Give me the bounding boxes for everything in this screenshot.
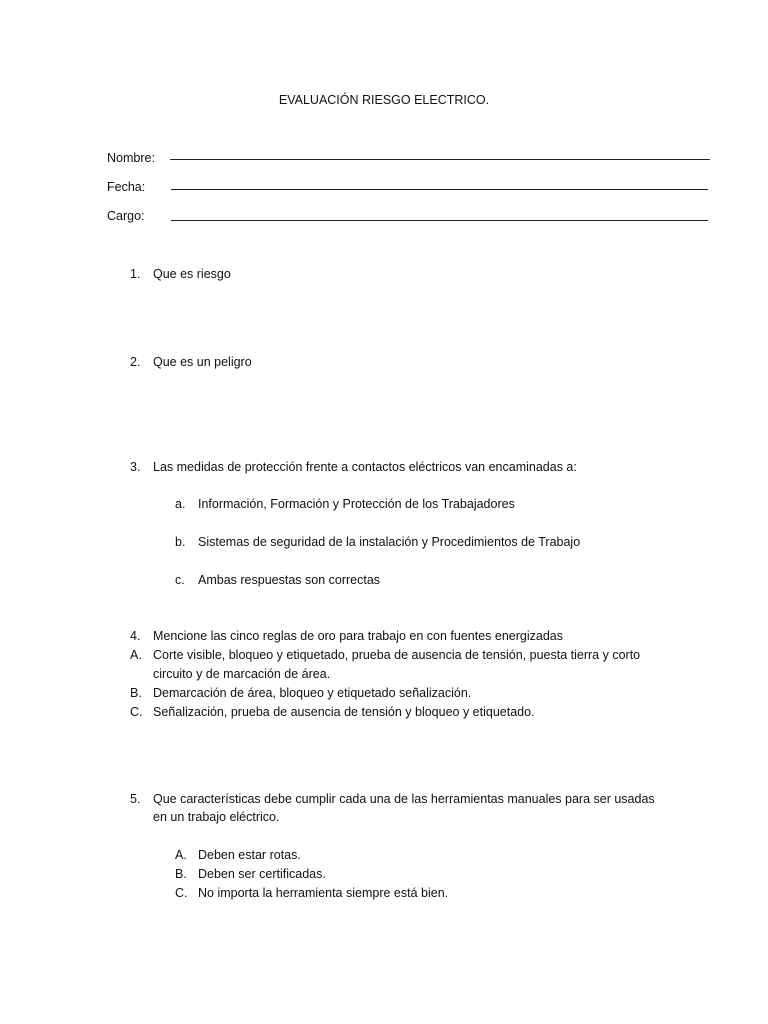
option-text: Demarcación de área, bloqueo y etiquetado señalización. <box>153 686 472 700</box>
option-letter: b. <box>175 535 186 549</box>
question-number: 3. <box>130 460 141 474</box>
question-number: 5. <box>130 792 141 806</box>
question-text: Que es un peligro <box>153 355 252 369</box>
question-number: 2. <box>130 355 141 369</box>
option-text: No importa la herramienta siempre está bien. <box>198 886 449 900</box>
question-text: Que características debe cumplir cada una de las herramientas manuales para ser usadas <box>153 792 655 806</box>
question-text-continued: en un trabajo eléctrico. <box>153 810 280 824</box>
option-text-continued: circuito y de marcación de área. <box>153 667 331 681</box>
question-number: 1. <box>130 267 141 281</box>
field-line-fecha[interactable] <box>171 189 708 190</box>
option-text: Deben estar rotas. <box>198 848 301 862</box>
question-text: Las medidas de protección frente a contactos eléctricos van encaminadas a: <box>153 460 577 474</box>
field-label-cargo: Cargo: <box>107 209 145 223</box>
option-text: Información, Formación y Protección de los Trabajadores <box>198 497 515 511</box>
question-text: Que es riesgo <box>153 267 231 281</box>
option-letter: A. <box>130 648 142 662</box>
option-letter: c. <box>175 573 185 587</box>
field-line-cargo[interactable] <box>171 220 708 221</box>
option-letter: a. <box>175 497 186 511</box>
field-label-fecha: Fecha: <box>107 180 146 194</box>
option-letter: B. <box>175 867 187 881</box>
document-title: EVALUACIÓN RIESGO ELECTRICO. <box>278 93 490 107</box>
option-text: Deben ser certificadas. <box>198 867 326 881</box>
option-text: Corte visible, bloqueo y etiquetado, prueba de ausencia de tensión, puesta tierra y corto <box>153 648 641 662</box>
option-text: Ambas respuestas son correctas <box>198 573 381 587</box>
question-text: Mencione las cinco reglas de oro para trabajo en con fuentes energizadas <box>153 629 563 643</box>
option-letter: C. <box>175 886 188 900</box>
option-text: Señalización, prueba de ausencia de tensión y bloqueo y etiquetado. <box>153 705 535 719</box>
question-number: 4. <box>130 629 141 643</box>
option-letter: A. <box>175 848 187 862</box>
option-letter: B. <box>130 686 142 700</box>
option-text: Sistemas de seguridad de la instalación y Procedimientos de Trabajo <box>198 535 581 549</box>
field-line-nombre[interactable] <box>170 159 710 160</box>
field-label-nombre: Nombre: <box>107 151 155 165</box>
option-letter: C. <box>130 705 143 719</box>
